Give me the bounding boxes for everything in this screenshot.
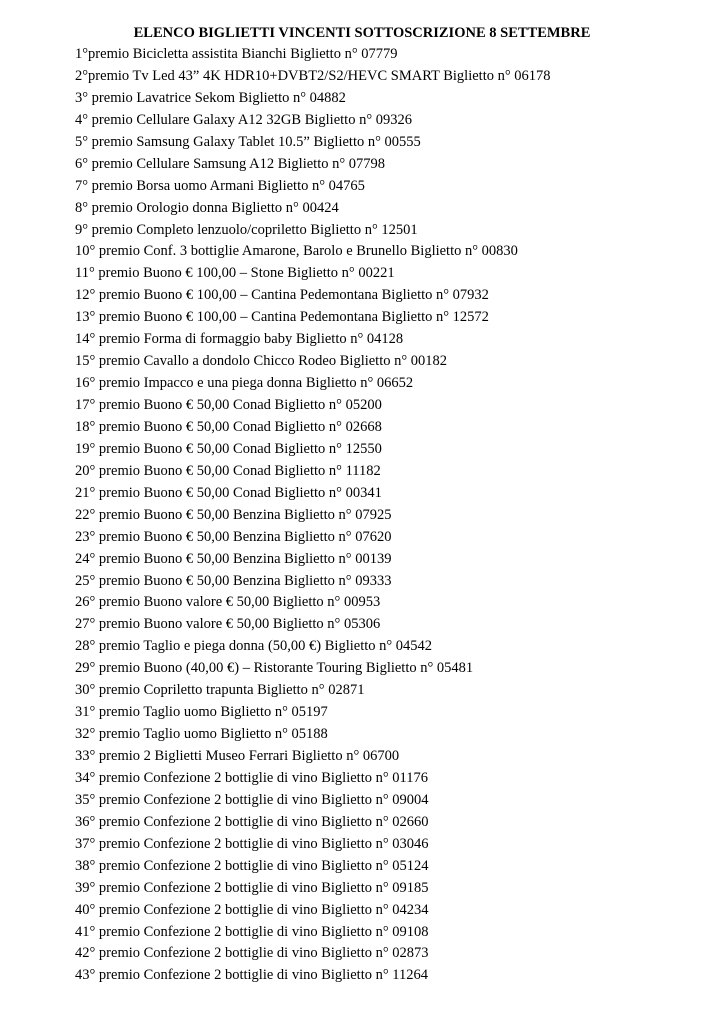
prize-list-item: 40° premio Confezione 2 bottiglie di vino Biglietto n° 04234 [75,901,429,918]
prize-list-item: 12° premio Buono € 100,00 – Cantina Pedemontana Biglietto n° 07932 [75,287,489,304]
prize-list-item: 32° premio Taglio uomo Biglietto n° 05188 [75,726,328,743]
prize-list-item: 2°premio Tv Led 43” 4K HDR10+DVBT2/S2/HEVC SMART Biglietto n° 06178 [75,67,551,84]
prize-list-item: 15° premio Cavallo a dondolo Chicco Rodeo Biglietto n° 00182 [75,353,448,370]
prize-list-item: 23° premio Buono € 50,00 Benzina Biglietto n° 07620 [75,528,392,545]
prize-list-item: 43° premio Confezione 2 bottiglie di vino Biglietto n° 11264 [75,967,428,984]
prize-list-item: 8° premio Orologio donna Biglietto n° 00424 [75,199,339,216]
prize-list-item: 14° premio Forma di formaggio baby Biglietto n° 04128 [75,331,404,348]
prize-list [75,45,551,988]
prize-list-item: 9° premio Completo lenzuolo/copriletto Biglietto n° 12501 [75,221,418,238]
prize-list-item: 5° premio Samsung Galaxy Tablet 10.5” Biglietto n° 00555 [75,133,421,150]
prize-list-item: 19° premio Buono € 50,00 Conad Biglietto n° 12550 [75,440,382,457]
prize-list-item: 20° premio Buono € 50,00 Conad Biglietto n° 11182 [75,462,381,479]
prize-list-item: 3° premio Lavatrice Sekom Biglietto n° 04882 [75,89,346,106]
prize-list-item: 42° premio Confezione 2 bottiglie di vino Biglietto n° 02873 [75,945,429,962]
prize-list-item: 21° premio Buono € 50,00 Conad Biglietto n° 00341 [75,484,382,501]
prize-list-item: 39° premio Confezione 2 bottiglie di vino Biglietto n° 09185 [75,879,429,896]
prize-list-item: 22° premio Buono € 50,00 Benzina Biglietto n° 07925 [75,506,392,523]
prize-list-item: 36° premio Confezione 2 bottiglie di vino Biglietto n° 02660 [75,813,429,830]
prize-list-item: 10° premio Conf. 3 bottiglie Amarone, Barolo e Brunello Biglietto n° 00830 [75,243,518,260]
prize-list-item: 25° premio Buono € 50,00 Benzina Biglietto n° 09333 [75,572,392,589]
prize-list-item: 1°premio Bicicletta assistita Bianchi Biglietto n° 07779 [75,46,398,62]
prize-list-item: 28° premio Taglio e piega donna (50,00 €) Biglietto n° 04542 [75,638,433,655]
prize-list-item: 16° premio Impacco e una piega donna Biglietto n° 06652 [75,375,414,392]
prize-list-item: 30° premio Copriletto trapunta Biglietto n° 02871 [75,682,365,699]
prize-list-item: 27° premio Buono valore € 50,00 Biglietto n° 05306 [75,616,381,633]
prize-list-item: 41° premio Confezione 2 bottiglie di vino Biglietto n° 09108 [75,923,429,940]
prize-list-item: 17° premio Buono € 50,00 Conad Biglietto n° 05200 [75,397,382,413]
prize-list-item: 33° premio 2 Biglietti Museo Ferrari Biglietto n° 06700 [75,748,400,764]
prize-list-item: 38° premio Confezione 2 bottiglie di vino Biglietto n° 05124 [75,857,429,874]
prize-list-item: 35° premio Confezione 2 bottiglie di vino Biglietto n° 09004 [75,791,429,808]
page-title: ELENCO BIGLIETTI VINCENTI SOTTOSCRIZIONE 8 SETTEMBRE [133,25,591,41]
prize-list-item: 26° premio Buono valore € 50,00 Biglietto n° 00953 [75,594,381,611]
prize-list-item: 24° premio Buono € 50,00 Benzina Biglietto n° 00139 [75,550,392,567]
prize-list-item: 34° premio Confezione 2 bottiglie di vino Biglietto n° 01176 [75,769,428,786]
prize-list-item: 4° premio Cellulare Galaxy A12 32GB Biglietto n° 09326 [75,111,412,128]
prize-list-item: 6° premio Cellulare Samsung A12 Biglietto n° 07798 [75,155,386,172]
prize-list-item: 11° premio Buono € 100,00 – Stone Biglietto n° 00221 [75,265,395,282]
prize-list-item: 13° premio Buono € 100,00 – Cantina Pedemontana Biglietto n° 12572 [75,309,489,326]
prize-list-item: 37° premio Confezione 2 bottiglie di vino Biglietto n° 03046 [75,835,429,852]
prize-list-item: 31° premio Taglio uomo Biglietto n° 05197 [75,704,328,721]
prize-list-item: 18° premio Buono € 50,00 Conad Biglietto n° 02668 [75,418,382,435]
prize-list-item: 29° premio Buono (40,00 €) – Ristorante Touring Biglietto n° 05481 [75,660,474,677]
prize-list-item: 7° premio Borsa uomo Armani Biglietto n° 04765 [75,177,365,194]
